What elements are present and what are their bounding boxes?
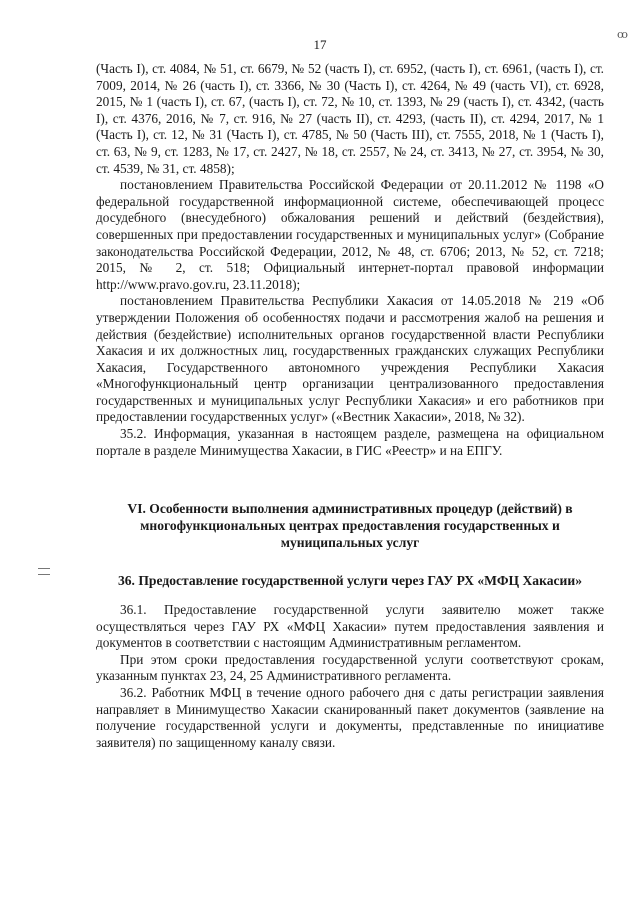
- corner-mark: ꝏ: [617, 29, 628, 41]
- section-vi-title: VI. Особенности выполнения административных процедур (действий) в многофункциональных центрах предоставления государственных и муниципальных услуг: [127, 501, 573, 550]
- paragraph-36-2: 36.2. Работник МФЦ в течение одного рабочего дня с даты регистрации заявления направляет в Минимущество Хакасии сканированный пакет документов (заявление на получение государственной услуги и документы, представленные по инициативе заявителя) по защищенному каналу связи.: [96, 684, 604, 750]
- citations-continuation: (Часть I), ст. 4084, № 51, ст. 6679, № 52 (часть I), ст. 6952, (часть I), ст. 6961, (часть I), ст. 7009, 2014, № 26 (часть I), ст. 3366, № 30 (Часть I), ст. 4264, № 49 (часть VI), ст. 6928, 2015, № 1 (часть I), ст. 67, (часть I), ст. 72, № 10, ст. 1393, № 29 (часть I), ст. 4342, (часть I), ст. 4376, 2016, № 7, ст. 916, № 27 (часть II), ст. 4293, (часть II), ст. 4294, 2017, № 1 (Часть I), ст. 12, № 31 (Часть I), ст. 4785, № 50 (Часть III), ст. 7555, 2018, № 1 (Часть I), ст. 63, № 9, ст. 1283, № 17, ст. 2427, № 18, ст. 2557, № 24, ст. 3413, № 27, ст. 3954, № 30, ст. 4539, № 31, ст. 4858);: [96, 61, 604, 176]
- paragraph-35-2: 35.2. Информация, указанная в настоящем разделе, размещена на официальном портале в разделе Минимущества Хакасии, в ГИС «Реестр» и на ЕПГУ.: [96, 426, 604, 458]
- section-36-title: 36. Предоставление государственной услуги через ГАУ РХ «МФЦ Хакасии»: [117, 573, 583, 588]
- scan-edge-mark: [38, 568, 50, 569]
- scan-edge-mark: [38, 574, 50, 575]
- page-number: 17: [313, 37, 327, 52]
- decree-rf-paragraph: постановлением Правительства Российской Федерации от 20.11.2012 № 1198 «О федеральной государственной информационной системе, обеспечивающей процесс досудебного (внесудебного) обжалования решений и действий (бездействия), совершенных при предоставлении государственных и муниципальных услуг» (Собрание законодательства Российской Федерации, 2012, № 48, ст. 6706; 2013, № 52, ст. 7218; 2015, № 2, ст. 518; Официальный интернет-портал правовой информации http://www.pravo.gov.ru, 23.11.2018);: [96, 177, 604, 292]
- decree-rh-paragraph: постановлением Правительства Республики Хакасия от 14.05.2018 № 219 «Об утверждении Положения об особенностях подачи и рассмотрения жалоб на решения и действия (бездействие) исполнительных органов государственной власти Республики Хакасия и их должностных лиц, государственных гражданских служащих Республики Хакасия, Государственного автономного учреждения Республики Хакасия «Многофункциональный центр организации централизованного предоставления государственных и муниципальных услуг Республики Хакасия» и его работников при предоставлении государственных услуг» («Вестник Хакасии», 2018, № 32).: [96, 293, 604, 425]
- legal-basis-block: [96, 61, 604, 459]
- paragraph-terms: При этом сроки предоставления государственной услуги соответствуют срокам, указанным пунктах 23, 24, 25 Административного регламента.: [96, 651, 604, 684]
- paragraph-36-1: 36.1. Предоставление государственной услуги заявителю может также осуществляться через ГАУ РХ «МФЦ Хакасии» путем предоставления заявления и документов в соответствии с настоящим Административным регламентом.: [96, 602, 604, 651]
- section-36-body: [96, 602, 604, 751]
